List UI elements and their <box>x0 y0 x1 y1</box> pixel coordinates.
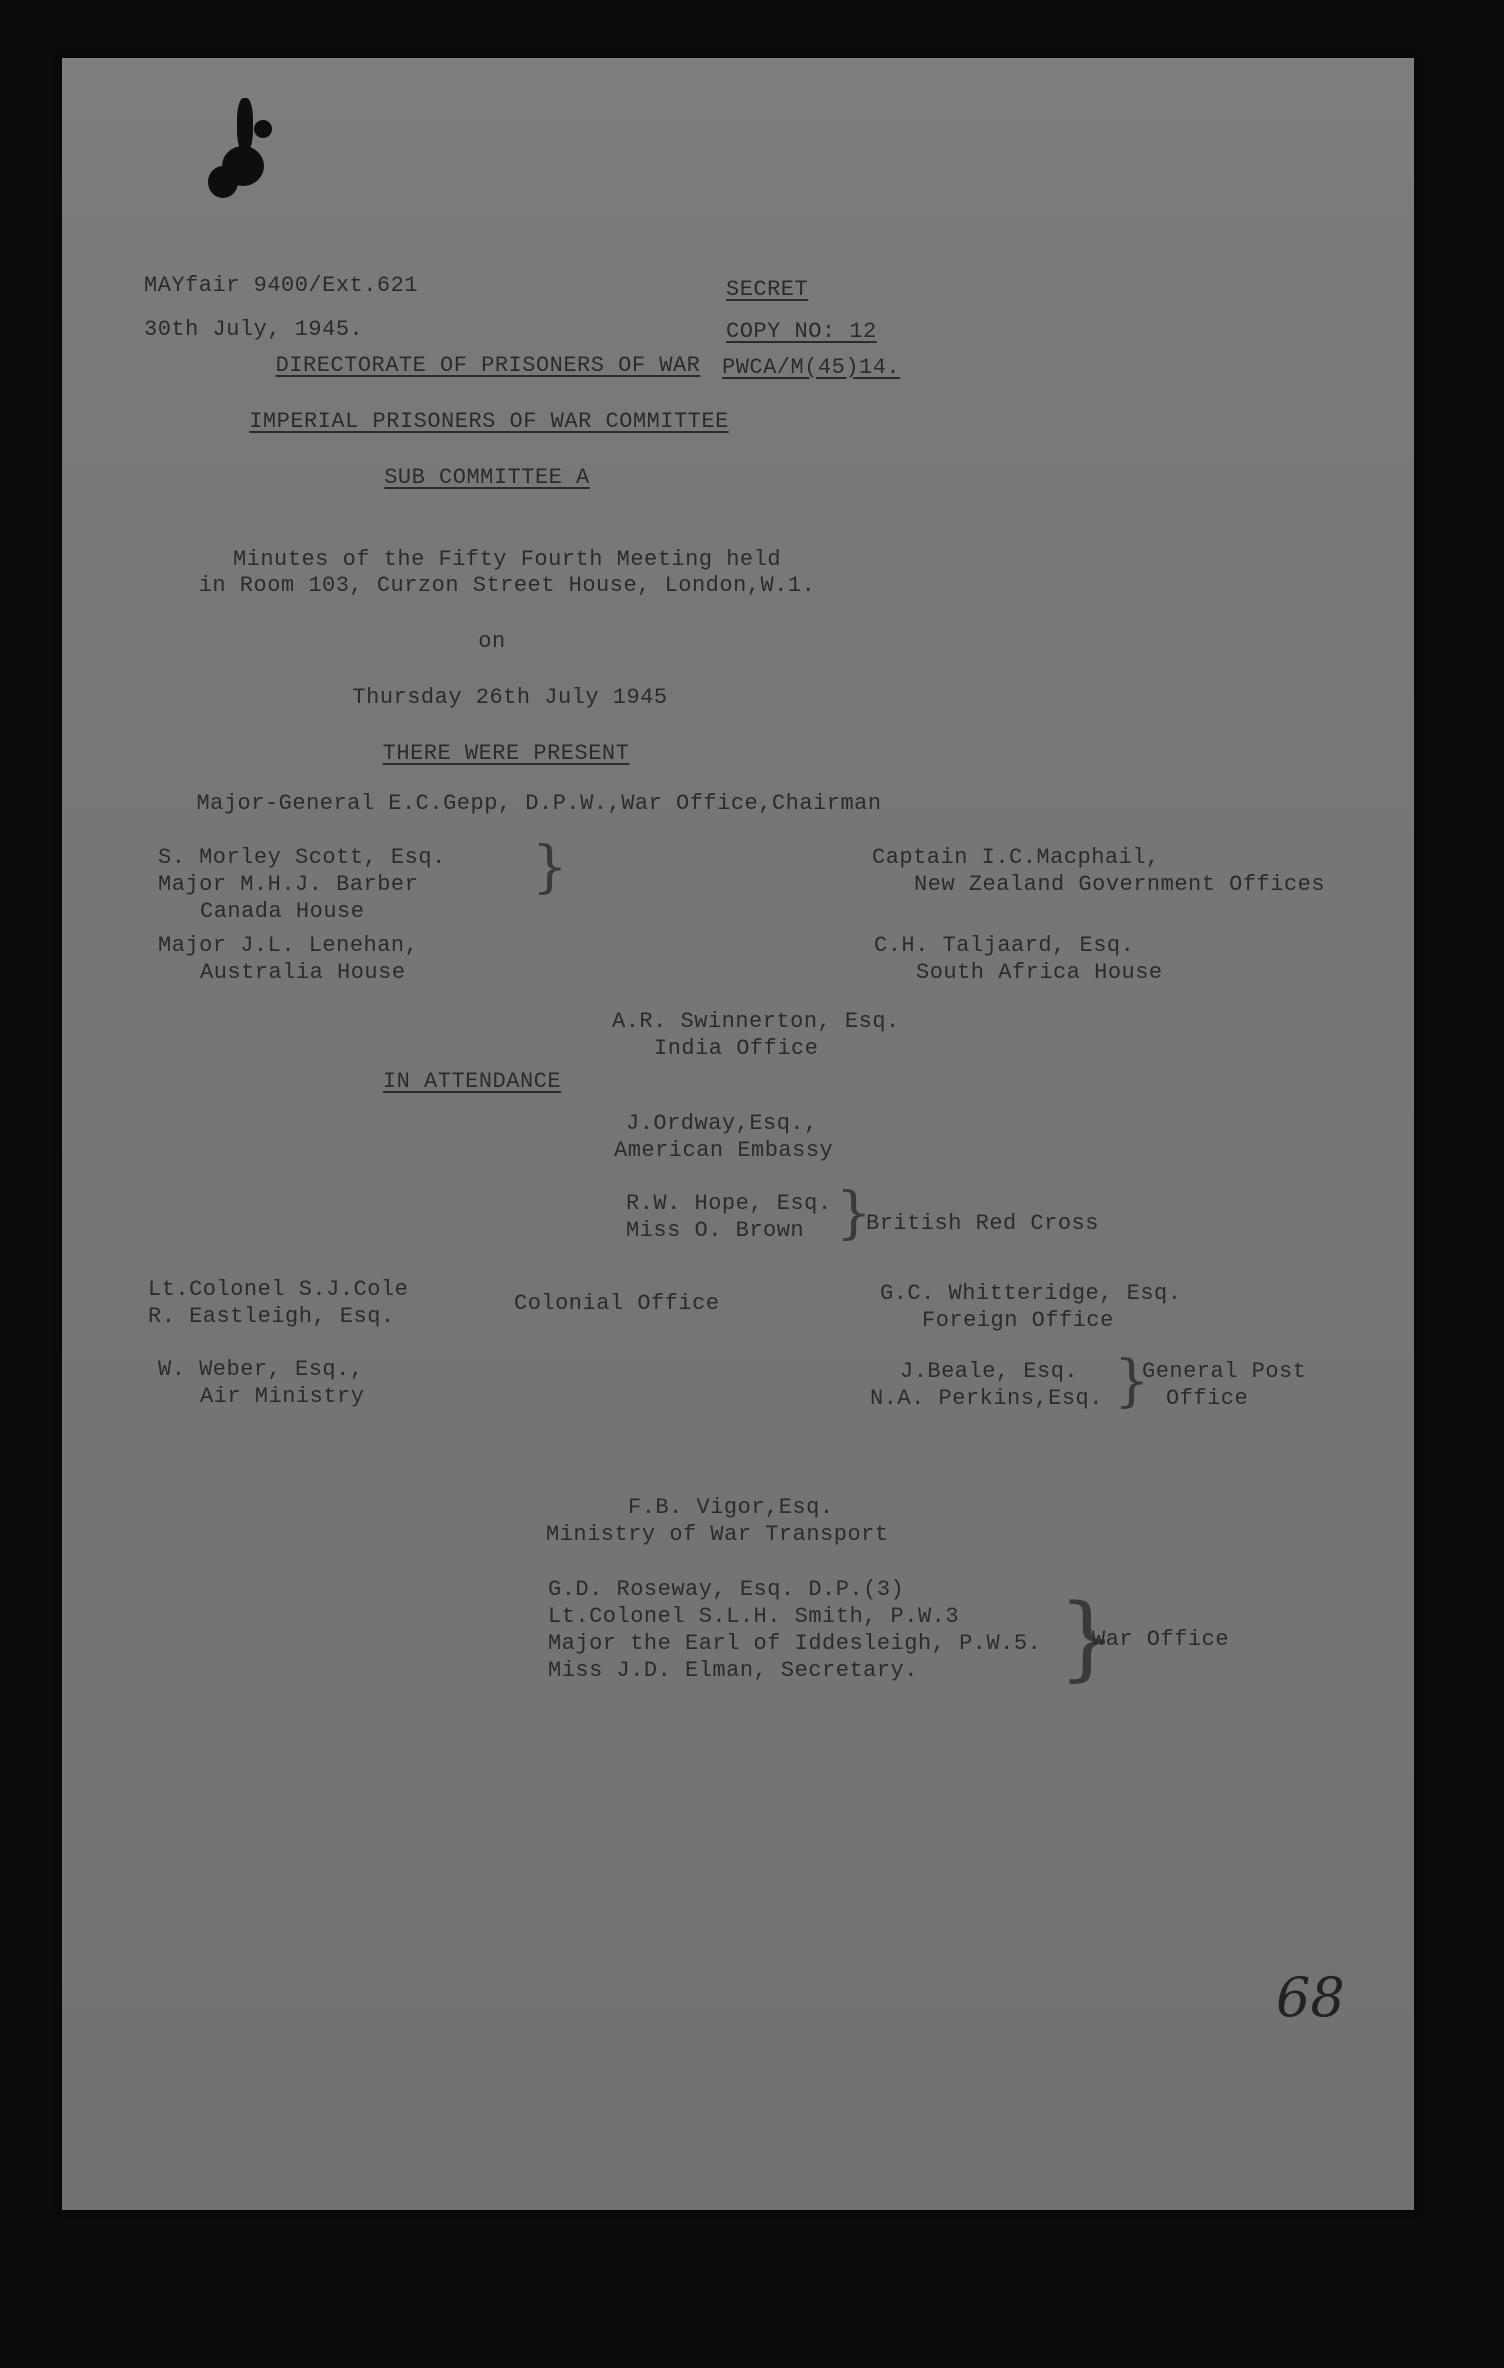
delegate-name: Major J.L. Lenehan, <box>158 933 419 958</box>
title-subcommittee: SUB COMMITTEE A <box>384 465 590 490</box>
delegate-name: A.R. Swinnerton, Esq. <box>612 1009 900 1034</box>
document-reference: PWCA/M(45)14. <box>722 355 901 380</box>
foreign-office-attendees <box>880 1280 1181 1334</box>
india-delegates <box>612 1008 900 1062</box>
meeting-line-2: in Room 103, Curzon Street House, London,W.1. <box>198 573 816 598</box>
chairman-line: Major-General E.C.Gepp, D.P.W.,War Office,Chairman <box>196 791 882 816</box>
meeting-line-1: Minutes of the Fifty Fourth Meeting held <box>232 547 782 572</box>
meeting-on: on <box>478 629 506 654</box>
meeting-date: Thursday 26th July 1945 <box>352 685 668 710</box>
attendee-name: W. Weber, Esq., <box>158 1357 364 1382</box>
attendee-name: J.Ordway,Esq., <box>626 1111 818 1136</box>
brace: } <box>1058 1584 1117 1691</box>
phone-number: MAYfair 9400/Ext.621 <box>144 273 419 298</box>
attendee-name: F.B. Vigor,Esq. <box>628 1495 834 1520</box>
attendee-name: Lt.Colonel S.L.H. Smith, P.W.3 <box>548 1604 960 1629</box>
attendee-organisation: American Embassy <box>614 1138 834 1163</box>
attendee-name: N.A. Perkins,Esq. <box>870 1386 1103 1411</box>
delegate-name: Captain I.C.Macphail, <box>872 845 1160 870</box>
attendee-organisation: Air Ministry <box>200 1384 365 1409</box>
brace: } <box>532 835 568 900</box>
gpo-organisation <box>1142 1358 1306 1412</box>
colonial-office-organisation: Colonial Office <box>514 1291 720 1316</box>
australia-delegates <box>158 932 418 986</box>
delegate-organisation: Canada House <box>200 899 365 924</box>
delegate-organisation: Australia House <box>200 960 406 985</box>
delegate-name: Major M.H.J. Barber <box>158 872 419 897</box>
canada-delegates <box>158 844 446 925</box>
delegate-organisation: India Office <box>654 1036 819 1061</box>
gpo-attendees <box>870 1358 1103 1412</box>
new-zealand-delegates <box>872 844 1325 898</box>
delegate-name: S. Morley Scott, Esq. <box>158 845 446 870</box>
red-cross-organisation: British Red Cross <box>866 1211 1099 1236</box>
attendee-name: J.Beale, Esq. <box>900 1359 1079 1384</box>
page-top-band <box>62 58 1414 248</box>
ink-blot <box>237 98 253 152</box>
air-ministry-attendees <box>158 1356 364 1410</box>
attendee-name: Lt.Colonel S.J.Cole <box>148 1277 409 1302</box>
present-heading: THERE WERE PRESENT <box>382 741 630 766</box>
red-cross-attendees <box>626 1190 832 1244</box>
classification-label: SECRET <box>726 277 809 302</box>
war-transport-attendees <box>546 1494 889 1548</box>
attendee-name: R. Eastleigh, Esq. <box>148 1304 395 1329</box>
south-africa-delegates <box>874 932 1163 986</box>
brace: } <box>1114 1349 1150 1414</box>
delegate-organisation: South Africa House <box>916 960 1163 985</box>
attendee-name: Miss O. Brown <box>626 1218 805 1243</box>
war-office-attendees <box>548 1576 1041 1684</box>
attendee-name: R.W. Hope, Esq. <box>626 1191 832 1216</box>
title-committee: IMPERIAL PRISONERS OF WAR COMMITTEE <box>249 409 729 434</box>
ink-blot <box>208 166 238 198</box>
attendance-heading: IN ATTENDANCE <box>382 1069 562 1094</box>
attendee-name: G.D. Roseway, Esq. D.P.(3) <box>548 1577 905 1602</box>
title-directorate: DIRECTORATE OF PRISONERS OF WAR <box>275 353 701 378</box>
delegate-organisation: New Zealand Government Offices <box>914 872 1326 897</box>
brace: } <box>836 1181 872 1246</box>
american-embassy-attendees <box>614 1110 833 1164</box>
copy-number: COPY NO: 12 <box>726 319 877 344</box>
attendee-organisation: Ministry of War Transport <box>546 1522 889 1547</box>
delegate-name: C.H. Taljaard, Esq. <box>874 933 1135 958</box>
ink-blot <box>254 120 272 138</box>
attendee-name: Major the Earl of Iddesleigh, P.W.5. <box>548 1631 1042 1656</box>
gpo-organisation-line: General Post <box>1142 1359 1307 1384</box>
war-office-organisation: War Office <box>1092 1627 1230 1652</box>
document-page <box>62 58 1414 2210</box>
attendee-name: G.C. Whitteridge, Esq. <box>880 1281 1182 1306</box>
handwritten-folio-number: 68 <box>1276 1966 1345 2029</box>
attendee-organisation: Foreign Office <box>922 1308 1114 1333</box>
document-date: 30th July, 1945. <box>144 317 364 342</box>
gpo-organisation-line: Office <box>1166 1386 1249 1411</box>
colonial-office-attendees <box>148 1276 408 1330</box>
attendee-name: Miss J.D. Elman, Secretary. <box>548 1658 918 1683</box>
